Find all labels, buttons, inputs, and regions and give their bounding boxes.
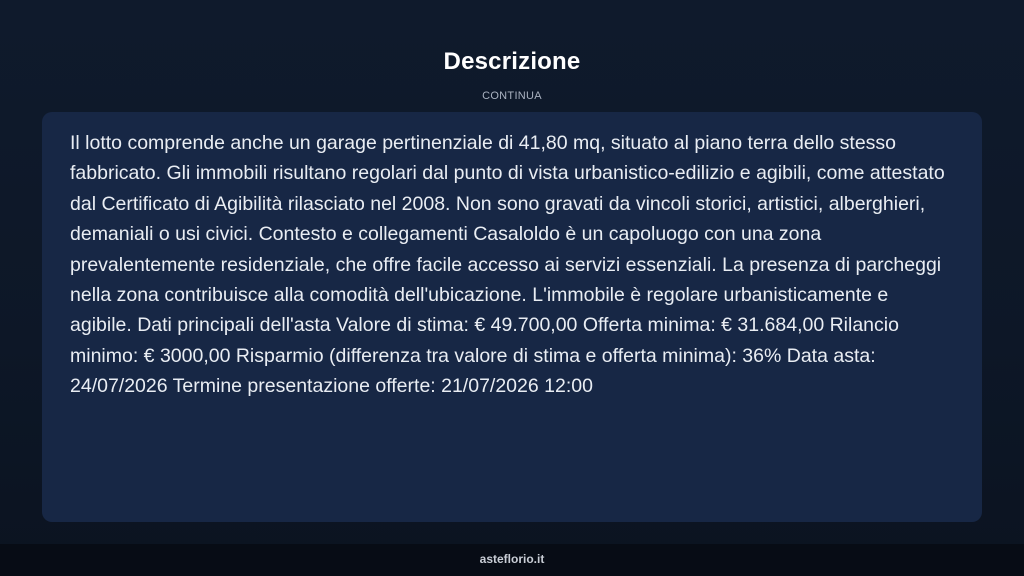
footer-site-link[interactable]: asteflorio.it: [479, 552, 545, 566]
description-card: [42, 112, 982, 522]
footer: [0, 544, 1024, 576]
description-text: Il lotto comprende anche un garage pertinenziale di 41,80 mq, situato al piano terra dello stesso fabbricato. Gli immobili risultano regolari dal punto di vista urbanistico-edilizio e agibili, come attestato dal Certificato di Agibilità rilasciato nel 2008. Non sono gravati da vincoli storici, artistici, alberghieri, demaniali o usi civici. Contesto e collegamenti Casaloldo è un capoluogo con una zona prevalentemente residenziale, che offre facile accesso ai servizi essenziali. La presenza di parcheggi nella zona contribuisce alla comodità dell'ubicazione. L'immobile è regolare urbanisticamente e agibile. Dati principali dell'asta Valore di stima: € 49.700,00 Offerta minima: € 31.684,00 Rilancio minimo: € 3000,00 Risparmio (differenza tra valore di stima e offerta minima): 36% Data asta: 24/07/2026 Termine presentazione offerte: 21/07/2026 12:00: [70, 132, 945, 398]
page-subtitle: CONTINUA: [482, 90, 542, 102]
page-title: Descrizione: [443, 48, 581, 75]
